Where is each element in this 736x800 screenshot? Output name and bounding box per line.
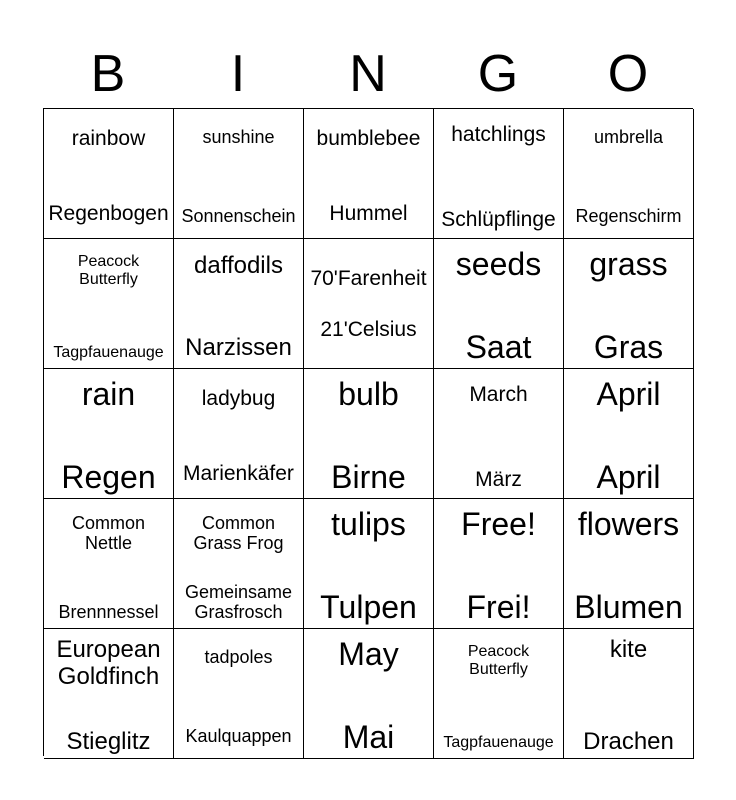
bingo-cell-r0-c2[interactable]: [304, 109, 434, 239]
cell-english: Common Grass Frog: [193, 513, 284, 554]
bingo-cell-r2-c4[interactable]: [564, 369, 694, 499]
cell-english: March: [469, 383, 528, 406]
cell-german: Drachen: [583, 728, 674, 756]
header-letter-i: I: [230, 45, 246, 103]
cell-english: sunshine: [202, 127, 275, 147]
cell-german: Kaulquappen: [185, 725, 292, 746]
bingo-cell-r3-c2[interactable]: [304, 499, 434, 629]
bingo-cell-r1-c3[interactable]: [434, 239, 564, 369]
bingo-cell-r1-c2[interactable]: [304, 239, 434, 369]
cell-german: Schlüpflinge: [441, 208, 556, 232]
bingo-cell-r2-c2[interactable]: [304, 369, 434, 499]
cell-german: Hummel: [329, 202, 408, 226]
cell-german: Gemeinsame Grasfrosch: [184, 581, 293, 622]
cell-german: Tagpfauenauge: [53, 344, 164, 362]
cell-german: Stieglitz: [66, 728, 151, 756]
cell-english: April: [596, 376, 661, 412]
cell-english: bulb: [338, 376, 399, 412]
cell-english: flowers: [577, 506, 680, 542]
bingo-cell-r4-c2[interactable]: [304, 629, 434, 759]
cell-english: Peacock Butterfly: [77, 253, 140, 288]
bingo-cell-r4-c4[interactable]: [564, 629, 694, 759]
cell-english: tadpoles: [204, 647, 273, 667]
cell-english: umbrella: [593, 127, 664, 147]
cell-english: European Goldfinch: [56, 636, 161, 690]
cell-german: Marienkäfer: [183, 462, 294, 486]
bingo-cell-r2-c1[interactable]: [174, 369, 304, 499]
cell-german: Regenschirm: [575, 205, 682, 226]
cell-english: Free!: [461, 506, 536, 542]
bingo-cell-r3-c0[interactable]: [44, 499, 174, 629]
bingo-cell-r3-c4[interactable]: [564, 499, 694, 629]
cell-english: rainbow: [71, 127, 146, 150]
cell-english: daffodils: [194, 252, 283, 279]
cell-german: Saat: [465, 329, 532, 366]
header-letter-n: N: [349, 45, 387, 103]
cell-english: 70'Farenheit: [310, 267, 427, 290]
bingo-cell-r0-c4[interactable]: [564, 109, 694, 239]
bingo-cell-r4-c0[interactable]: [44, 629, 174, 759]
bingo-cell-r3-c3[interactable]: [434, 499, 564, 629]
cell-german: Narzissen: [185, 334, 292, 362]
cell-german: Sonnenschein: [181, 205, 296, 226]
bingo-cell-r1-c1[interactable]: [174, 239, 304, 369]
cell-german: Brennnessel: [58, 601, 159, 622]
bingo-cell-r4-c3[interactable]: [434, 629, 564, 759]
cell-english: May: [338, 636, 399, 672]
bingo-cell-r4-c1[interactable]: [174, 629, 304, 759]
cell-english: tulips: [331, 506, 406, 542]
cell-german: April: [596, 459, 661, 496]
cell-german: März: [475, 468, 522, 492]
bingo-cell-r0-c3[interactable]: [434, 109, 564, 239]
cell-german: Tulpen: [320, 589, 417, 626]
cell-german: Tagpfauenauge: [443, 734, 554, 752]
cell-german: Blumen: [574, 589, 683, 626]
header-letter-g: G: [477, 45, 519, 103]
cell-german: Regenbogen: [48, 202, 169, 226]
cell-german: Mai: [342, 719, 395, 756]
header-letter-b: B: [90, 45, 126, 103]
cell-english: Common Nettle: [71, 513, 146, 554]
bingo-cell-r0-c1[interactable]: [174, 109, 304, 239]
cell-english: grass: [589, 246, 668, 282]
cell-english: ladybug: [201, 387, 276, 410]
bingo-cell-r2-c0[interactable]: [44, 369, 174, 499]
bingo-header: [43, 40, 693, 108]
bingo-cell-r3-c1[interactable]: [174, 499, 304, 629]
cell-english: seeds: [455, 246, 542, 282]
cell-german: 21'Celsius: [320, 318, 417, 342]
cell-english: rain: [81, 376, 136, 412]
cell-german: Frei!: [466, 589, 531, 626]
bingo-cell-r0-c0[interactable]: [44, 109, 174, 239]
cell-german: Birne: [331, 459, 406, 496]
bingo-cell-r1-c4[interactable]: [564, 239, 694, 369]
cell-english: kite: [609, 636, 648, 663]
bingo-board: [43, 108, 693, 756]
cell-english: Peacock Butterfly: [467, 643, 530, 678]
header-letter-o: O: [607, 45, 649, 103]
cell-german: Gras: [593, 329, 664, 366]
cell-english: bumblebee: [316, 127, 421, 150]
cell-german: Regen: [61, 459, 156, 496]
cell-english: hatchlings: [451, 123, 546, 146]
bingo-cell-r1-c0[interactable]: [44, 239, 174, 369]
bingo-cell-r2-c3[interactable]: [434, 369, 564, 499]
